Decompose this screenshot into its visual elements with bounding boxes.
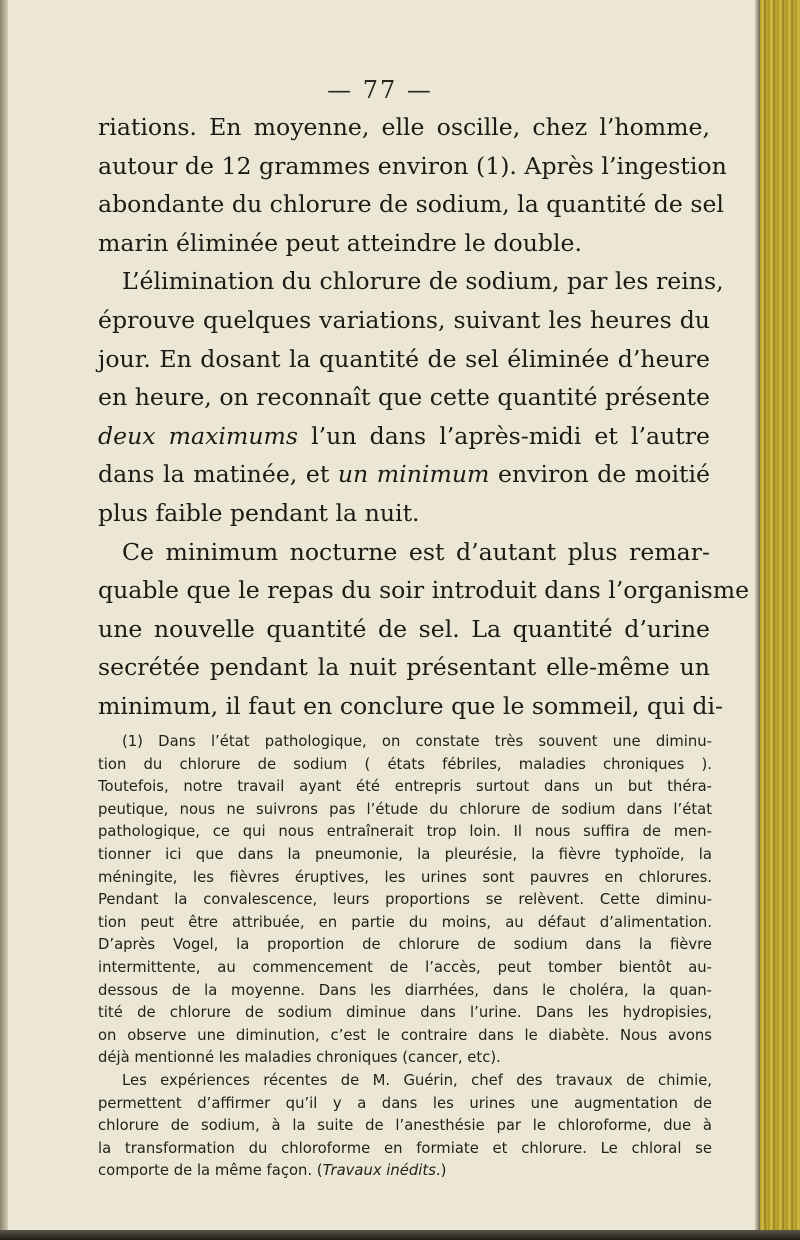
footnote-line: Toutefois, notre travail ayant été entrepris surtout dans un but théra-	[98, 778, 712, 796]
text-segment: .)	[435, 1162, 447, 1180]
book-edge	[760, 0, 800, 1240]
text-line: Ce minimum nocturne est d’autant plus remar-	[122, 537, 710, 566]
text-line	[98, 417, 710, 456]
text-line: quable que le repas du soir introduit dans l’organisme	[98, 576, 750, 605]
footnote-line: pathologique, ce qui nous entraînerait trop loin. Il nous suffira de men-	[98, 823, 712, 841]
footnote-line: méningite, les fièvres éruptives, les urines sont pauvres en chlorures.	[98, 868, 712, 886]
page-number: — 77 —	[327, 76, 433, 104]
text-line: jour. En dosant la quantité de sel éliminée d’heure	[98, 344, 710, 373]
footnote-line: dessous de la moyenne. Dans les diarrhées, dans le choléra, la quan-	[98, 981, 712, 999]
footnote-line: chlorure de sodium, à la suite de l’anesthésie par le chloroforme, due à	[98, 1117, 712, 1135]
footnote-line: Les expériences récentes de M. Guérin, chef des travaux de chimie,	[122, 1071, 712, 1089]
footnote-line: tionner ici que dans la pneumonie, la pleurésie, la fièvre typhoïde, la	[98, 845, 712, 863]
footnote	[98, 731, 712, 1183]
text-segment: l’un dans l’après-midi et l’autre	[298, 421, 710, 450]
text-line: secrétée pendant la nuit présentant elle-même un	[98, 653, 710, 682]
text-line: autour de 12 grammes environ (1). Après l’ingestion	[98, 151, 727, 180]
bottom-edge	[0, 1230, 800, 1240]
footnote-line: on observe une diminution, c’est le contraire dans le diabète. Nous avons	[98, 1026, 712, 1044]
footnote-line: (1) Dans l’état pathologique, on constate très souvent une diminu-	[122, 733, 712, 750]
footnote-line: la transformation du chloroforme en formiate et chlorure. Le chloral se	[98, 1139, 712, 1157]
text-line: éprouve quelques variations, suivant les heures du	[98, 305, 710, 334]
binding-edge	[0, 0, 8, 1240]
italic-text: Travaux inédits	[322, 1162, 436, 1180]
footnote-line: déjà mentionné les maladies chroniques (cancer, etc).	[98, 1049, 501, 1067]
main-text	[98, 108, 750, 726]
footnote-line: D’après Vogel, la proportion de chlorure de sodium dans la fièvre	[98, 936, 712, 954]
text-line: minimum, il faut en conclure que le sommeil, qui di-	[98, 691, 723, 720]
text-line: L’élimination du chlorure de sodium, par les reins,	[122, 267, 724, 296]
text-line: en heure, on reconnaît que cette quantité présente	[98, 383, 710, 412]
text-line	[98, 455, 710, 494]
text-line: plus faible pendant la nuit.	[98, 498, 420, 527]
footnote-line: tion peut être attribuée, en partie du moins, au défaut d’alimentation.	[98, 913, 712, 931]
footnote-line: tion du chlorure de sodium ( états fébriles, maladies chroniques ).	[98, 755, 712, 773]
footnote-line: peutique, nous ne suivrons pas l’étude du chlorure de sodium dans l’état	[98, 800, 712, 818]
italic-text: deux maximums	[98, 421, 299, 450]
footnote-line	[98, 1160, 712, 1183]
text-segment: environ de moitié	[489, 460, 710, 489]
text-line: marin éliminée peut atteindre le double.	[98, 228, 582, 257]
text-line: abondante du chlorure de sodium, la quantité de sel	[98, 190, 724, 219]
text-line: une nouvelle quantité de sel. La quantité d’urine	[98, 614, 710, 643]
footnote-line: tité de chlorure de sodium diminue dans l’urine. Dans les hydropisies,	[98, 1004, 712, 1022]
footnote-line: Pendant la convalescence, leurs proportions se relèvent. Cette diminu-	[98, 891, 712, 909]
text-segment: comporte de la même façon. (	[98, 1162, 323, 1180]
text-segment: dans la matinée, et	[98, 460, 338, 489]
italic-text: un minimum	[337, 460, 490, 489]
footnote-line: permettent d’affirmer qu’il y a dans les urines une augmentation de	[98, 1094, 712, 1112]
text-line: riations. En moyenne, elle oscille, chez l’homme,	[98, 113, 710, 141]
footnote-line: intermittente, au commencement de l’accès, peut tomber bientôt au-	[98, 958, 712, 976]
